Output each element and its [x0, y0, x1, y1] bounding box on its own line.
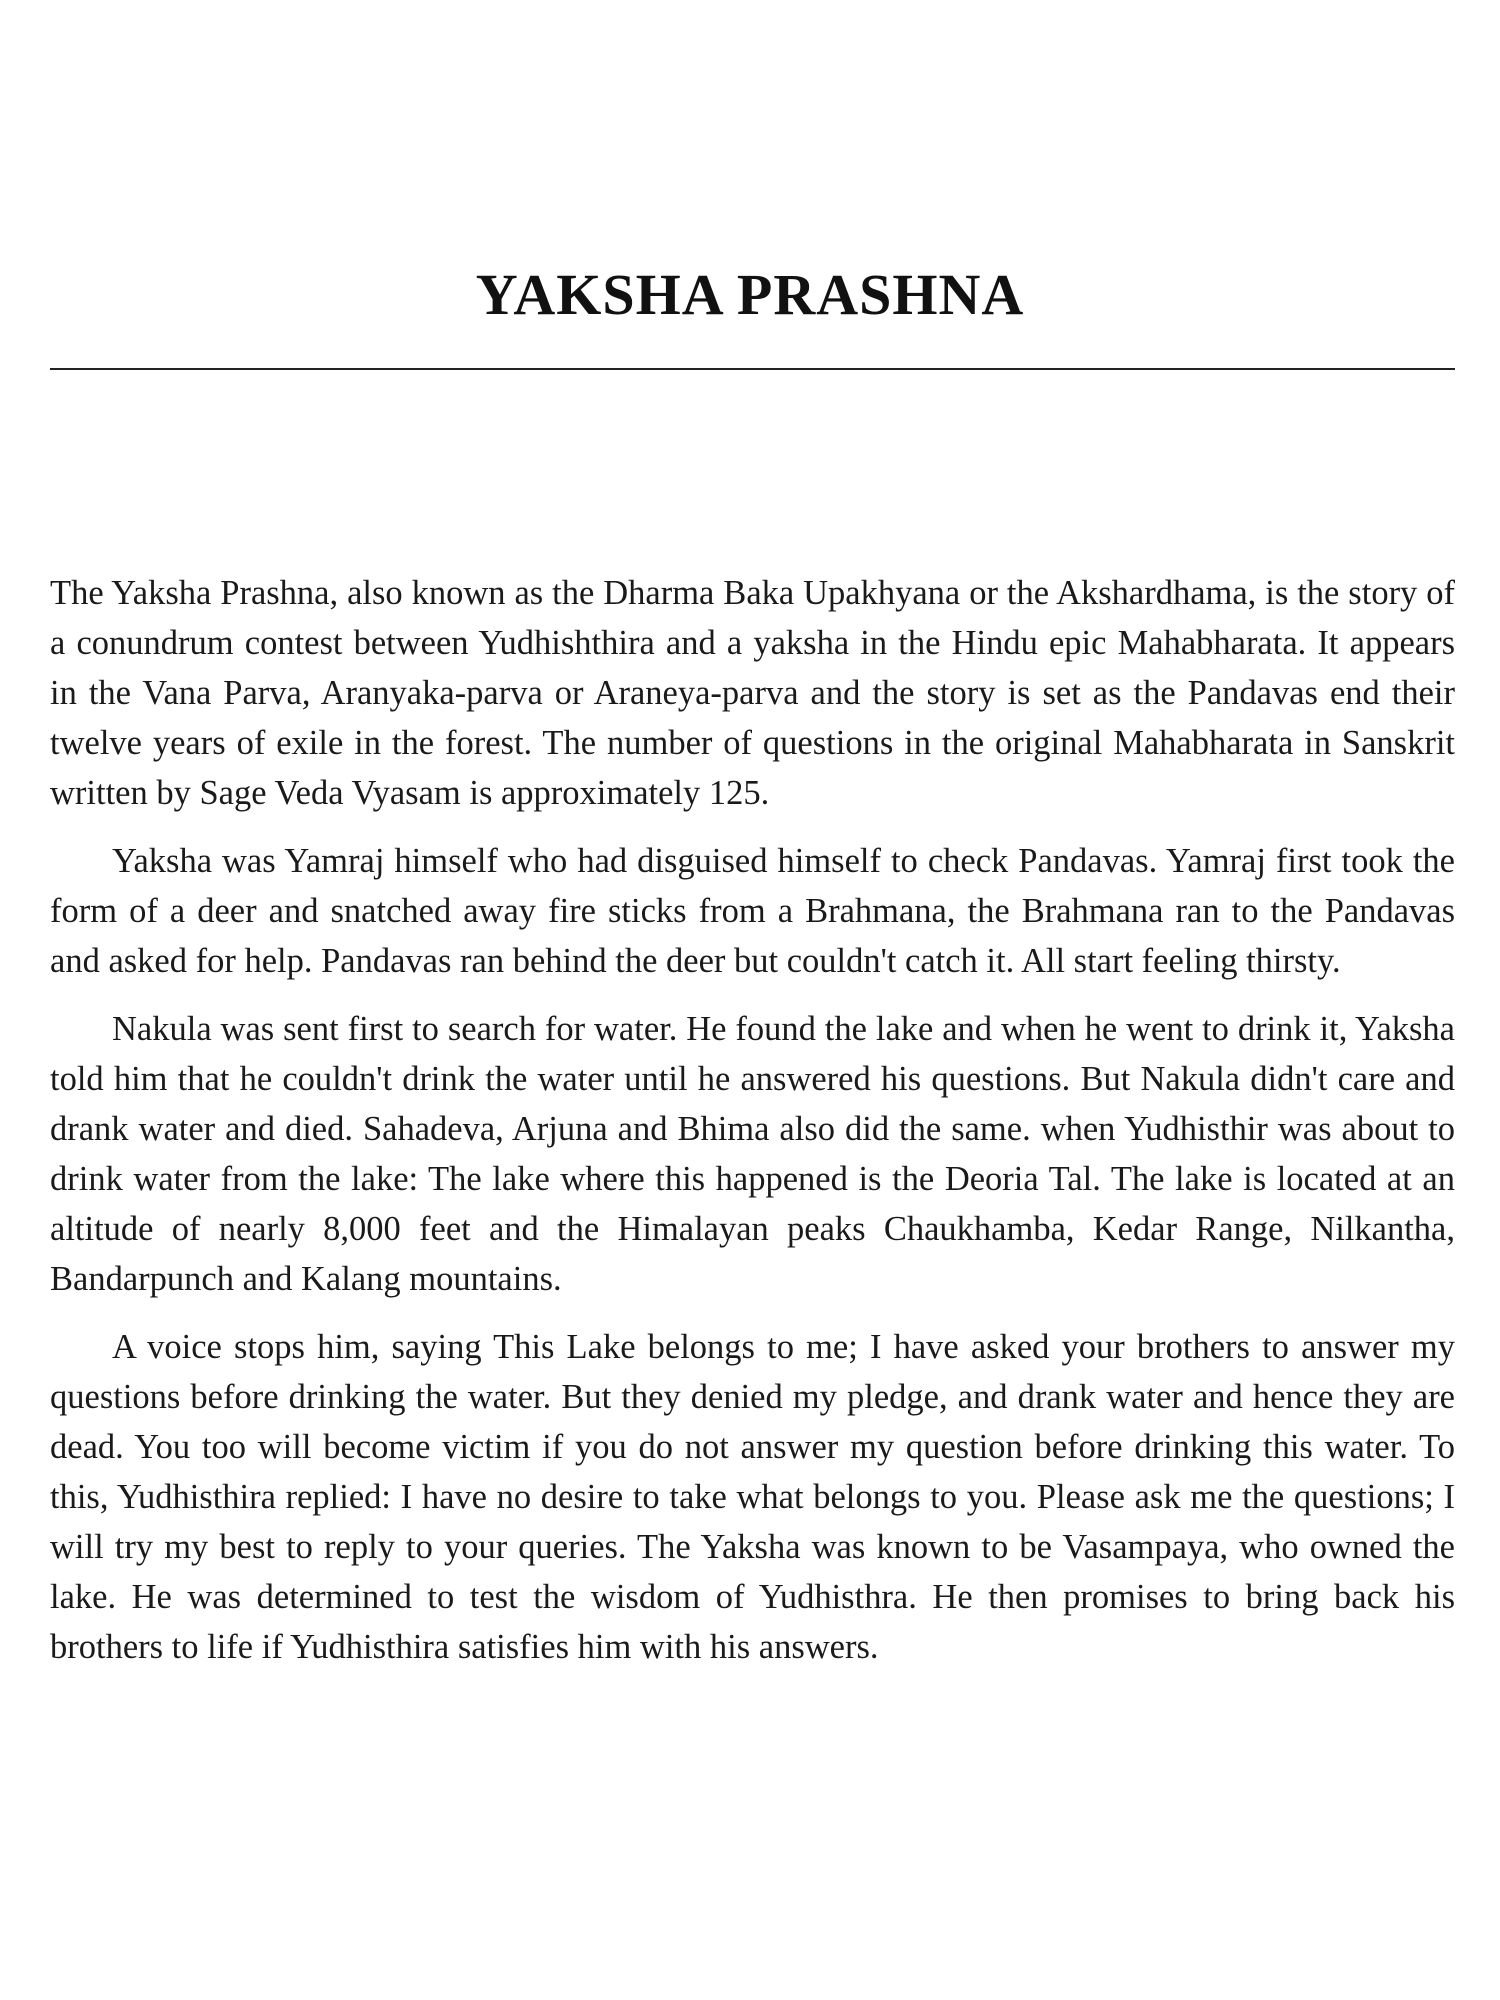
page-title: YAKSHA PRASHNA — [475, 262, 1025, 327]
paragraph-nakula: Nakula was sent first to search for water. He found the lake and when he went to drink it, Yaksha told him that he couldn't drink the water until he answered his questions. But Nakula didn't care and drank water and died. Sahadeva, Arjuna and Bhima also did the same. when Yudhisthir was about to drink water from the lake: The lake where this happened is the Deoria Tal. The lake is located at an altitude of nearly 8,000 feet and the Himalayan peaks Chaukhamba, Kedar Range, Nilkantha, Bandarpunch and Kalang mountains. — [50, 1010, 1455, 1298]
title-divider — [50, 368, 1455, 370]
body-text — [50, 568, 1455, 1690]
paragraph-yamraj: Yaksha was Yamraj himself who had disguised himself to check Pandavas. Yamraj first took the form of a deer and snatched away fire sticks from a Brahmana, the Brahmana ran to the Pandavas and asked for help. Pandavas ran behind the deer but couldn't catch it. All start feeling thirsty. — [50, 842, 1455, 980]
paragraph-voice: A voice stops him, saying This Lake belongs to me; I have asked your brothers to answer my questions before drinking the water. But they denied my pledge, and drank water and hence they are dead. You too will become victim if you do not answer my question before drinking this water. To this, Yudhisthira replied: I have no desire to take what belongs to you. Please ask me the questions; I will try my best to reply to your queries. The Yaksha was known to be Vasampaya, who owned the lake. He was determined to test the wisdom of Yudhisthra. He then promises to bring back his brothers to life if Yudhisthira satisfies him with his answers. — [50, 1328, 1455, 1666]
paragraph-intro: The Yaksha Prashna, also known as the Dharma Baka Upakhyana or the Akshardhama, is the story of a conundrum contest between Yudhishthira and a yaksha in the Hindu epic Mahabharata. It appears in the Vana Parva, Aranyaka-parva or Araneya-parva and the story is set as the Pandavas end their twelve years of exile in the forest. The number of questions in the original Mahabharata in Sanskrit written by Sage Veda Vyasam is approximately 125. — [50, 574, 1455, 812]
